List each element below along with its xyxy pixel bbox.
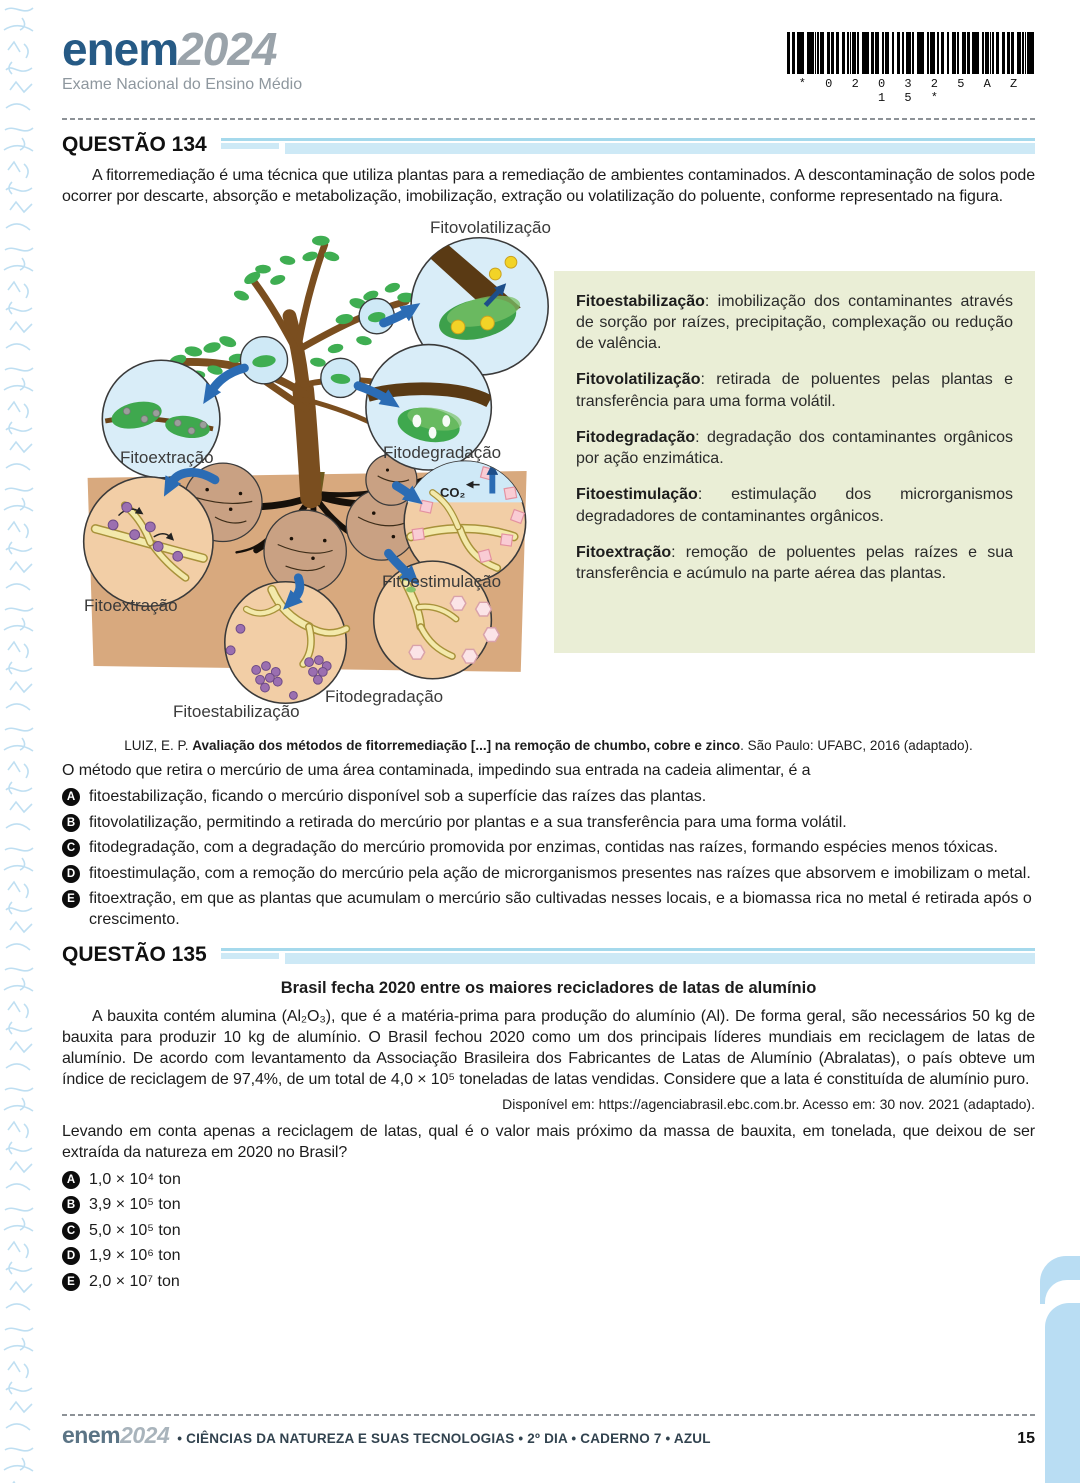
- corner-swoosh-graphic: [1038, 1256, 1080, 1483]
- question-135-header: [62, 943, 1035, 967]
- option-letter-badge: B: [62, 814, 80, 832]
- article-source: Disponível em: https://agenciabrasil.ebc.com.br. Acesso em: 30 nov. 2021 (adaptado).: [502, 1096, 1035, 1113]
- q135-option-a[interactable]: A 1,0 × 10⁴ ton: [62, 1170, 1035, 1190]
- figure-label-fitoextracao-root: Fitoextração: [84, 595, 178, 615]
- barcode: [787, 32, 1035, 105]
- option-letter-badge: C: [62, 839, 80, 857]
- q134-option-a[interactable]: A fitoestabilização, ficando o mercúrio disponível sob a superfície das raízes das plantas.: [62, 787, 1035, 807]
- phytoremediation-figure: [62, 213, 1035, 733]
- barcode-text: * 0 2 0 3 2 5 A Z 1 5 *: [798, 77, 1024, 105]
- footer-logo: enem2024: [62, 1422, 170, 1448]
- figure-label-fitodegradacao-root: Fitodegradação: [325, 686, 444, 706]
- definition-fitoestimulacao: Fitoestimulação: estimulação dos microrganismos degradadores de contaminantes orgânicos.: [576, 486, 1013, 525]
- option-letter-badge: D: [62, 865, 80, 883]
- logo-year-text: 2024: [178, 23, 277, 75]
- figure-label-fitodegradacao-leaf: Fitodegradação: [383, 442, 502, 462]
- option-letter-badge: B: [62, 1196, 80, 1214]
- definition-fitovolatilizacao: Fitovolatilização: retirada de poluentes pelas plantas e transferência para uma forma volátil.: [576, 371, 1013, 410]
- option-letter-badge: A: [62, 1171, 80, 1189]
- definition-fitodegradacao: Fitodegradação: degradação dos contaminantes orgânicos por ação enzimática.: [576, 428, 1013, 468]
- question-134-options: [62, 787, 1035, 930]
- q135-option-c[interactable]: C 5,0 × 10⁵ ton: [62, 1221, 1035, 1241]
- question-header-bar: [221, 133, 1035, 157]
- option-letter-badge: C: [62, 1222, 80, 1240]
- figure-label-fitoestabilizacao: Fitoestabilização: [173, 701, 300, 721]
- logo-subtitle: Exame Nacional do Ensino Médio: [62, 76, 303, 93]
- figure-citation: LUIZ, E. P. Avaliação dos métodos de fitorremediação [...] na remoção de chumbo, cobre e zinco. São Paulo: UFABC, 2016 (adaptado).: [124, 737, 973, 753]
- phytoremediation-diagram: [68, 213, 558, 728]
- option-letter-badge: E: [62, 890, 80, 908]
- question-header-bar: [221, 943, 1035, 967]
- question-135-body: A bauxita contém alumina (Al₂O₃), que é a matéria-prima para produção do alumínio (Al). De forma geral, são necessários 50 kg de bauxita para produzir 10 kg de alumínio. O Brasil fechou 2020 como um dos principais líderes mundiais em reciclagem de latas de alumínio. De acordo com levantamento da Associação Brasileira dos Fabricantes de Latas de Alumínio (Abralatas), o país obteve um índice de reciclagem de 97,4%, de um total de 4,0 × 10⁵ toneladas de latas vendidas. Considere que a lata é constituída de alumínio puro.: [62, 1008, 1035, 1088]
- option-letter-badge: E: [62, 1273, 80, 1291]
- definition-fitoextracao: Fitoextração: remoção de poluentes pelas raízes e sua transferência e acúmulo na parte aérea das plantas.: [576, 543, 1013, 583]
- question-135-options: [62, 1170, 1035, 1292]
- q135-option-e[interactable]: E 2,0 × 10⁷ ton: [62, 1272, 1035, 1292]
- definition-fitoestabilizacao: Fitoestabilização: imobilização dos contaminantes através de sorção por raízes, precipitação, complexação ou redução de valência.: [576, 292, 1013, 353]
- q134-option-d[interactable]: D fitoestimulação, com a remoção do mercúrio pela ação de microrganismos presentes nas raízes que absorvem e imobilizam o metal.: [62, 864, 1035, 884]
- figure-label-fitoestimulacao: Fitoestimulação: [382, 571, 502, 591]
- barcode-bars: [787, 32, 1035, 74]
- question-134-header: [62, 133, 1035, 157]
- article-title: Brasil fecha 2020 entre os maiores recicladores de latas de alumínio: [280, 979, 817, 998]
- figure-label-co2: CO₂: [440, 484, 466, 500]
- logo-enem-text: enem: [62, 23, 179, 75]
- question-135-title: QUESTÃO 135: [62, 943, 207, 967]
- footer-caption: • CIÊNCIAS DA NATUREZA E SUAS TECNOLOGIAS • 2º DIA • CADERNO 7 • AZUL: [177, 1431, 711, 1446]
- header-separator: [62, 118, 1035, 120]
- question-134-intro: A fitorremediação é uma técnica que utiliza plantas para a remediação de ambientes contaminados. A descontaminação de solos pode ocorrer por descarte, absorção e metabolização, imobilização, extração ou volatilização do poluente, conforme representado na figura.: [62, 167, 1035, 205]
- q134-option-b[interactable]: B fitovolatilização, permitindo a retirada do mercúrio por plantas e a sua transferência para uma forma volátil.: [62, 813, 1035, 833]
- definitions-box: [554, 271, 1035, 653]
- question-134-title: QUESTÃO 134: [62, 133, 207, 156]
- q134-option-c[interactable]: C fitodegradação, com a degradação do mercúrio promovida por enzimas, contidas nas raízes, formando espécies menos tóxicas.: [62, 838, 1035, 858]
- figure-label-fitovolatilizacao: Fitovolatilização: [430, 217, 551, 237]
- question-135-stem: Levando em conta apenas a reciclagem de latas, qual é o valor mais próximo da massa de bauxita, em tonelada, que deixou de ser extraída da natureza em 2020 no Brasil?: [62, 1123, 1035, 1162]
- page-header: [62, 0, 1035, 105]
- option-letter-badge: D: [62, 1247, 80, 1265]
- figure-label-fitoextracao-leaf: Fitoextração: [120, 447, 214, 467]
- option-letter-badge: A: [62, 788, 80, 806]
- footer-separator: [62, 1414, 1035, 1416]
- q134-option-e[interactable]: E fitoextração, em que as plantas que acumulam o mercúrio são cultivadas nesses locais, e a biomassa rica no metal é retirada após o crescimento.: [62, 889, 1035, 930]
- q135-option-b[interactable]: B 3,9 × 10⁵ ton: [62, 1195, 1035, 1215]
- question-134-stem: O método que retira o mercúrio de uma área contaminada, impedindo sua entrada na cadeia alimentar, é a: [62, 761, 811, 779]
- enem-logo: [62, 23, 303, 94]
- page-number: 15: [1017, 1430, 1035, 1447]
- left-edge-doodle-pattern: [0, 0, 36, 1483]
- q135-option-d[interactable]: D 1,9 × 10⁶ ton: [62, 1246, 1035, 1266]
- page-footer: [62, 1414, 1035, 1448]
